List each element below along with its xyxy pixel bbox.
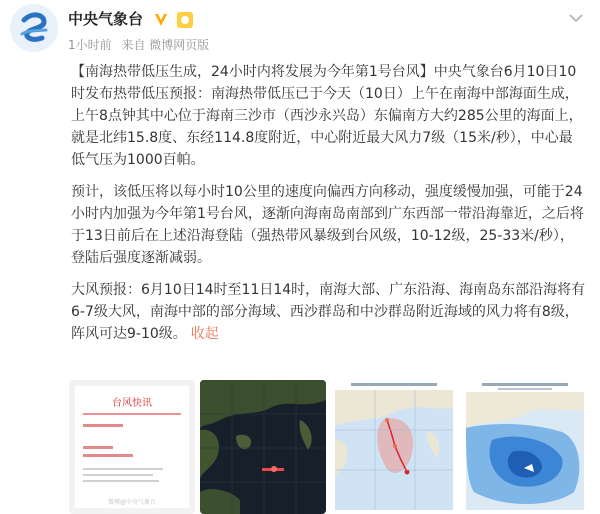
alert-doc-watermark: 微博@中央气象台	[107, 499, 157, 506]
post-paragraph-1: 【南海热带低压生成，24小时内将发展为今年第1号台风】中央气象台6月10日10时发布热带低压预报：南海热带低压已于今天（10日）上午在南海中部海面生成，上午8点钟其中心位于海南三沙市（西沙永兴岛）东偏南方大约285公里的海面上，就是北纬15.8度、东经114.8度附近，中心附近最大风力7级（15米/秒），中心最低气压为1000百帕。	[71, 64, 583, 168]
satellite-map-icon	[200, 380, 326, 514]
post-paragraph-2: 预计，该低压将以每小时10公里的速度向偏西方向移动，强度缓慢加强，可能于24小时内加强为今年第1号台风，逐渐向海南岛南部到广东西部一带沿海靠近，之后将于13日前后在上述沿海登陆（强热带风暴级到台风级，10-12级，25-33米/秒），登陆后强度逐渐减弱。	[71, 184, 584, 266]
track-map-icon	[331, 380, 457, 514]
image-grid	[69, 380, 591, 514]
alert-doc-heading: 台风快讯	[112, 398, 152, 409]
image-track-map[interactable]	[331, 380, 457, 514]
post-paragraph-3-text: 大风预报：6月10日14时至11日14时，南海大部、广东沿海、海南岛东部沿海将有6-7级大风，南海中部的部分海域、西沙群岛和中沙群岛附近海域的风力将有8级，阵风可达9-10级。	[71, 282, 586, 342]
author-name-row	[68, 9, 193, 29]
verified-badge-icon	[153, 12, 169, 28]
chevron-down-icon	[569, 14, 583, 23]
post-paragraph-3	[71, 279, 586, 345]
post-source: 来自 微博网页版	[121, 38, 210, 52]
image-alert-doc[interactable]	[69, 380, 195, 514]
image-wind-map[interactable]	[462, 380, 588, 514]
image-satellite-map[interactable]	[200, 380, 326, 514]
post-options-button[interactable]	[563, 8, 589, 28]
post-meta	[68, 36, 215, 53]
post-content	[71, 61, 586, 355]
collapse-link[interactable]: 收起	[190, 326, 219, 342]
alert-doc-image	[69, 380, 195, 514]
member-badge-icon[interactable]	[177, 12, 193, 28]
wind-map-icon	[462, 380, 588, 514]
post-time[interactable]: 1小时前	[68, 38, 112, 52]
cma-logo-icon	[10, 4, 58, 52]
author-name[interactable]: 中央气象台	[68, 10, 144, 28]
avatar[interactable]	[10, 4, 58, 52]
